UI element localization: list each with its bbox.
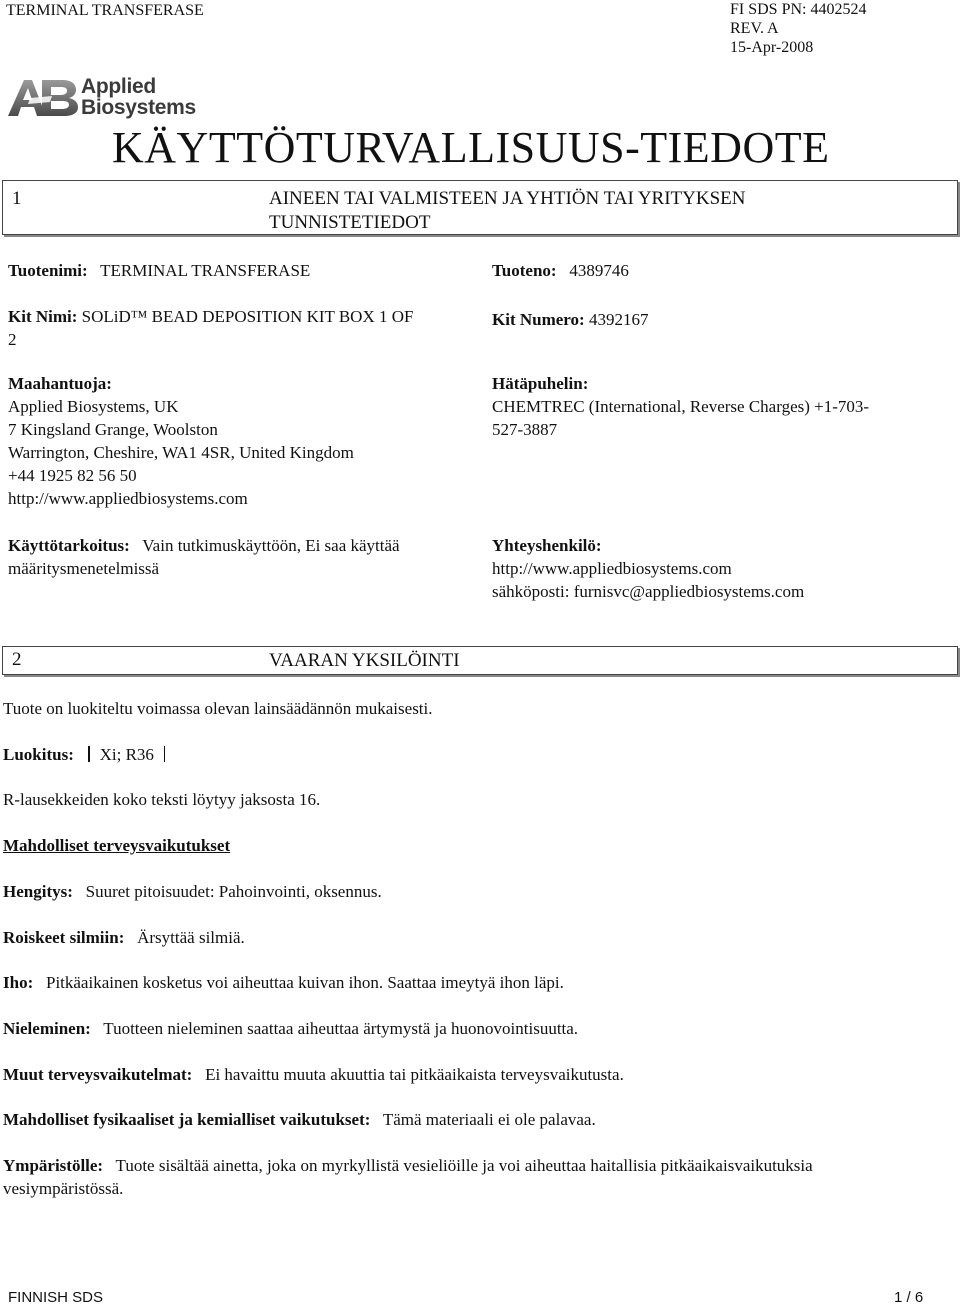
use-value: Vain tutkimuskäyttöön, Ei saa käyttää <box>142 536 400 555</box>
ingestion-value: Tuotteen nieleminen saattaa aiheuttaa ärtymystä ja huonovointisuutta. <box>103 1019 579 1038</box>
section-2-header <box>2 646 958 675</box>
logo-text: Applied Biosystems <box>81 75 196 119</box>
importer-line: Applied Biosystems, UK <box>8 397 179 416</box>
product-name-value: TERMINAL TRANSFERASE <box>100 261 311 280</box>
eyes-row <box>3 926 245 949</box>
classification-value: Xi; R36 <box>99 745 154 764</box>
use-block <box>8 534 400 580</box>
kit-number-row <box>492 308 648 331</box>
ingestion-label: Nieleminen: <box>3 1019 91 1038</box>
kit-number-label: Kit Numero: <box>492 310 585 329</box>
footer-label: FINNISH SDS <box>8 1289 104 1306</box>
section-2-number: 2 <box>12 649 22 670</box>
product-name-row <box>8 259 310 282</box>
other-effects-label: Muut terveysvaikutelmat: <box>3 1065 193 1084</box>
health-effects-heading: Mahdolliset terveysvaikutukset <box>3 836 231 855</box>
document-title: KÄYTTÖTURVALLISUUS-TIEDOTE <box>112 123 830 172</box>
inhalation-label: Hengitys: <box>3 882 73 901</box>
importer-line: +44 1925 82 56 50 <box>8 466 137 485</box>
importer-block <box>8 372 354 510</box>
header-sds-pn: FI SDS PN: 4402524 <box>730 1 867 18</box>
divider <box>164 746 166 762</box>
section-2-title: VAARAN YKSILÖINTI <box>269 650 460 671</box>
other-effects-value: Ei havaittu muuta akuuttia tai pitkäaikaista terveysvaikutusta. <box>205 1065 624 1084</box>
classification-row <box>3 743 175 766</box>
skin-row <box>3 971 564 994</box>
footer-page-number: 1 / 6 <box>894 1289 924 1306</box>
section-1-header <box>2 180 958 235</box>
use-value-cont: määritysmenetelmissä <box>8 559 160 578</box>
physchem-label: Mahdolliset fysikaaliset ja kemialliset vaikutukset: <box>3 1110 371 1129</box>
eyes-value: Ärsyttää silmiä. <box>137 928 245 947</box>
environment-value: Tuote sisältää ainetta, joka on myrkyllistä vesieliöille ja voi aiheuttaa haitallisia pitkäaikaisvaikutuksia <box>115 1156 813 1175</box>
skin-value: Pitkäaikainen kosketus voi aiheuttaa kuivan ihon. Saattaa imeytyä ihon läpi. <box>45 973 564 992</box>
header-product-name: TERMINAL TRANSFERASE <box>6 2 204 19</box>
inhalation-value: Suuret pitoisuudet: Pahoinvointi, oksennus. <box>85 882 382 901</box>
classified-text: Tuote on luokiteltu voimassa olevan lainsäädännön mukaisesti. <box>3 699 433 718</box>
emergency-block <box>492 372 869 441</box>
environment-value-cont: vesiympäristössä. <box>3 1179 124 1198</box>
use-label: Käyttötarkoitus: <box>8 536 130 555</box>
kit-name-label: Kit Nimi: <box>8 307 78 326</box>
section-1-title: AINEEN TAI VALMISTEEN JA YHTIÖN TAI YRITYKSEN TUNNISTETIEDOT <box>269 188 746 233</box>
section-1-number: 1 <box>12 188 22 209</box>
importer-label: Maahantuoja: <box>8 374 112 393</box>
importer-line: Warrington, Cheshire, WA1 4SR, United Kingdom <box>8 443 354 462</box>
skin-label: Iho: <box>3 973 34 992</box>
physchem-value: Tämä materiaali ei ole palavaa. <box>382 1110 596 1129</box>
divider <box>88 746 90 762</box>
kit-name-value-cont: 2 <box>8 330 17 349</box>
eyes-label: Roiskeet silmiin: <box>3 928 125 947</box>
contact-block <box>492 534 804 603</box>
product-name-label: Tuotenimi: <box>8 261 88 280</box>
inhalation-row <box>3 880 382 903</box>
product-number-label: Tuoteno: <box>492 261 557 280</box>
kit-name-value: SOLiD™ BEAD DEPOSITION KIT BOX 1 OF <box>81 307 414 326</box>
emergency-label: Hätäpuhelin: <box>492 374 589 393</box>
physchem-row <box>3 1108 596 1131</box>
contact-label: Yhteyshenkilö: <box>492 536 602 555</box>
applied-biosystems-logo <box>6 74 196 120</box>
emergency-line: CHEMTREC (International, Reverse Charges) +1-703- <box>492 397 870 416</box>
kit-name-row <box>8 305 413 351</box>
contact-email[interactable]: sähköposti: furnisvc@appliedbiosystems.com <box>492 582 805 601</box>
ab-logo-icon <box>6 74 80 118</box>
emergency-line: 527-3887 <box>492 420 558 439</box>
environment-label: Ympäristölle: <box>3 1156 104 1175</box>
contact-website-link[interactable]: http://www.appliedbiosystems.com <box>492 559 732 578</box>
product-number-value: 4389746 <box>569 261 629 280</box>
ingestion-row <box>3 1017 578 1040</box>
r-phrases-text: R-lausekkeiden koko teksti löytyy jaksosta 16. <box>3 790 321 809</box>
product-number-row <box>492 259 629 282</box>
classification-label: Luokitus: <box>3 745 74 764</box>
kit-number-value: 4392167 <box>588 310 649 329</box>
environment-row <box>3 1154 953 1200</box>
importer-website-link[interactable]: http://www.appliedbiosystems.com <box>8 489 248 508</box>
importer-line: 7 Kingsland Grange, Woolston <box>8 420 218 439</box>
other-effects-row <box>3 1063 624 1086</box>
header-meta <box>730 0 866 57</box>
header-revision: REV. A <box>730 20 779 37</box>
header-date: 15-Apr-2008 <box>730 39 814 56</box>
